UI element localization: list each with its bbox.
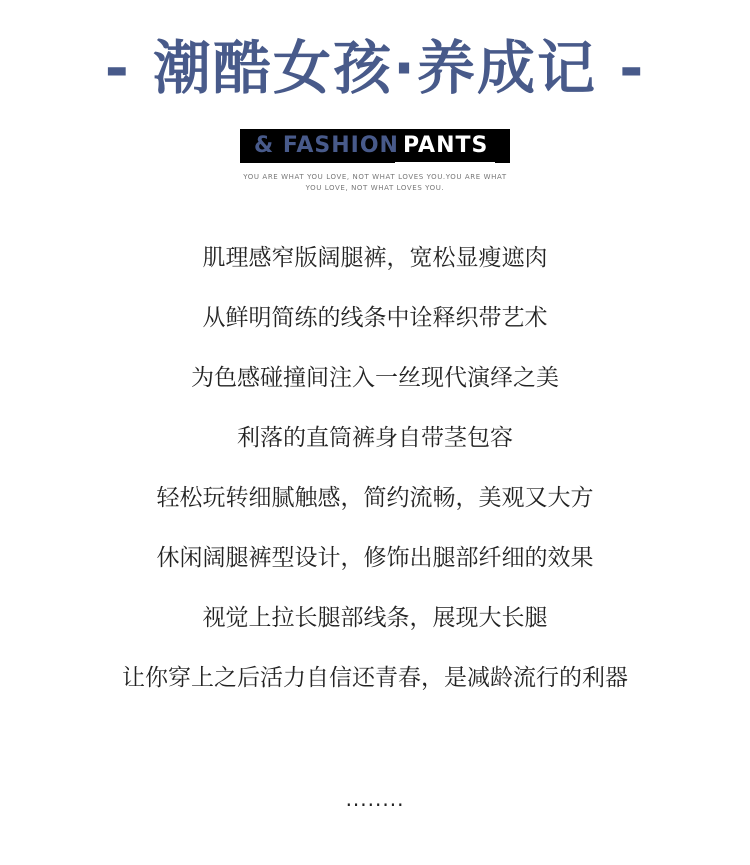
tagline (0, 172, 750, 194)
tagline-line-2: YOU LOVE, NOT WHAT LOVES YOU. (305, 184, 445, 192)
tagline-line-1: YOU ARE WHAT YOU LOVE, NOT WHAT LOVES YOU.YOU ARE WHAT (243, 173, 507, 181)
page-title: - 潮酷女孩·养成记 - (104, 34, 646, 102)
description-line: 从鲜明简练的线条中诠释织带艺术 (202, 305, 548, 331)
description-line: 让你穿上之后活力自信还青春，是减龄流行的利器 (122, 665, 628, 691)
description-line: 视觉上拉长腿部线条，展现大长腿 (202, 605, 548, 631)
description-line: 利落的直筒裤身自带茎包容 (237, 425, 513, 451)
banner-strike-line (395, 162, 495, 164)
continuation-ellipsis: ........ (345, 787, 405, 811)
banner-fashion-text: & FASHION (254, 133, 399, 158)
description-line: 肌理感窄版阔腿裤，宽松显瘦遮肉 (202, 245, 548, 271)
fashion-pants-banner (240, 129, 510, 163)
product-description (0, 238, 750, 718)
description-line: 休闲阔腿裤型设计，修饰出腿部纤细的效果 (156, 545, 594, 571)
description-line: 为色感碰撞间注入一丝现代演绎之美 (191, 365, 559, 391)
description-line: 轻松玩转细腻触感，简约流畅，美观又大方 (156, 485, 594, 511)
banner-pants-text: PANTS (402, 133, 489, 158)
